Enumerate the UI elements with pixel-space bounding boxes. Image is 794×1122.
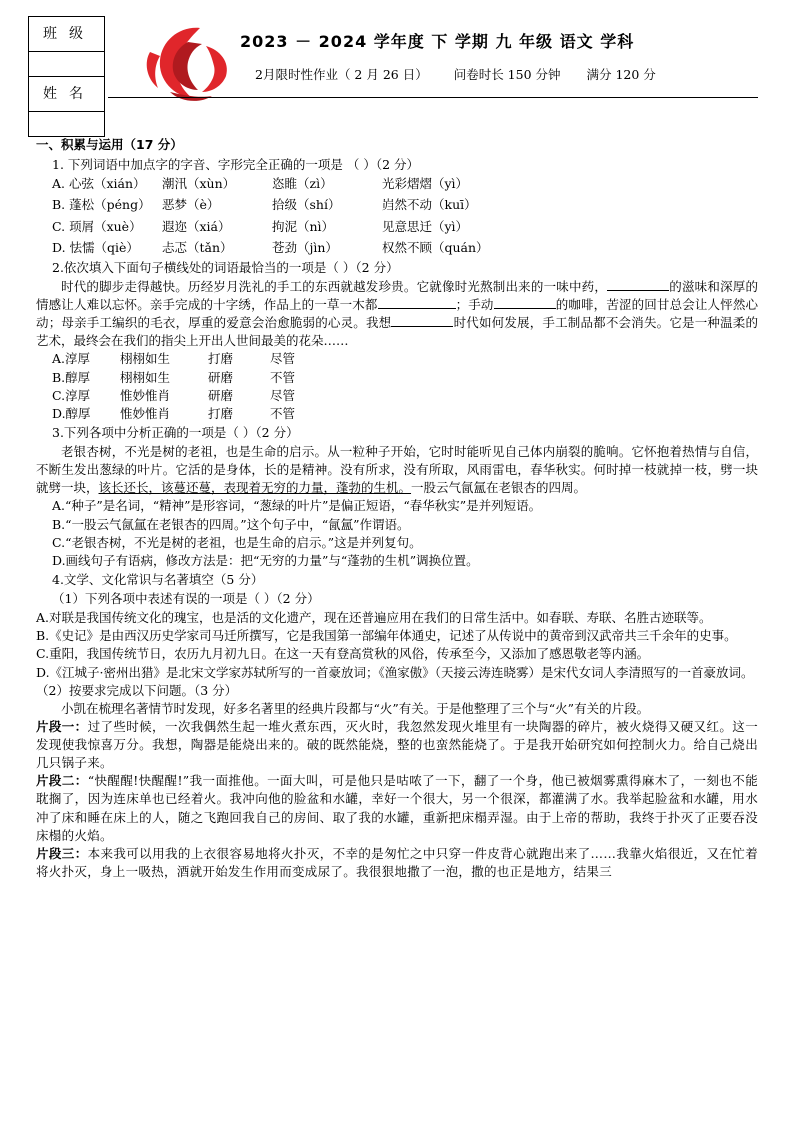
question-4-sub1: （1）下列各项中表述有误的一项是（ ）（2 分） <box>52 591 320 606</box>
question-2-options <box>52 350 758 423</box>
q2-opt: 栩栩如生 <box>120 351 171 367</box>
q2-opt: 惟妙惟肖 <box>120 387 171 403</box>
q2-opt[interactable]: A.淳厚 <box>52 351 91 367</box>
q3-option-d[interactable]: D.画线句子有语病，修改方法是：把“无穷的力量”与“蓬勃的生机”调换位置。 <box>52 552 479 568</box>
q2-opt: 不管 <box>270 369 296 385</box>
exam-title: 2023 － 2024 学年度 下 学期 九 年级 语文 学科 <box>240 32 635 51</box>
q3-option-b[interactable]: B.“一股云气氤氲在老银杏的四周。”这个句子中，“氤氲”作谓语。 <box>52 516 410 532</box>
class-label: 班级 <box>29 17 105 52</box>
q2-opt: 尽管 <box>270 387 296 403</box>
q1-opt: 拾级（shí） <box>272 197 341 213</box>
question-3-passage <box>36 443 758 497</box>
passage-text: 的咖啡，苦涩的回甘总会让人怦然心动；母亲手工编织的毛衣，厚重的爱意会治愈脆弱的心灵。我想 <box>36 297 758 331</box>
question-4-sub2: （2）按要求完成以下问题。（3 分） <box>36 682 238 698</box>
excerpt-text: 过了些时候，一次我偶然生起一堆火煮东西，灭火时，我忽然发现火堆里有一块陶器的碎片，被火烧得又硬又红。这一发现使我惊喜万分。我想，陶器是能烧出来的。破的既然能烧，整的也蛮然能烧了。于是我开始研究如何控制火力。给自己烧出几只锅子来。 <box>36 718 758 771</box>
question-2-passage <box>36 278 758 351</box>
question-2-stem: 2.依次填入下面句子横线处的词语最恰当的一项是（ ）（2 分） <box>52 259 399 275</box>
excerpt-text: “快醒醒!快醒醒!”我一面推他。一面大叫，可是他只是咕哝了一下，翻了一个身，他已被烟雾熏得麻木了，一刻也不能耽搁了，因为连床单也已经着火。我冲向他的脸盆和水罐，幸好一个很大，另一个很深，都灌满了水。我举起脸盆和水罐，用水冲了床和睡在床上的人，随之飞跑回我自己的房间、取了我的水罐，重新把床榻弄湿。由于上帝的帮助，我终于扑灭了正要吞没床榻的火焰。 <box>36 773 758 843</box>
q1-opt[interactable]: C. 顼屑（xuè） <box>52 218 142 234</box>
q4-option-b[interactable]: B.《史记》是由西汉历史学家司马迁所撰写，它是我国第一部编年体通史，记述了从传说中的黄帝到汉武帝共三千余年的史事。 <box>36 628 737 644</box>
excerpt-1 <box>36 718 758 772</box>
q3-option-a[interactable]: A.“种子”是名词，“精神”是形容词，“葱绿的叶片”是偏正短语，“春华秋实”是并列短语。 <box>52 498 542 514</box>
q2-opt: 惟妙惟肖 <box>120 405 171 421</box>
header-divider <box>108 97 758 98</box>
q4-option-c[interactable]: C.重阳，我国传统节日，农历九月初九日。在这一天有登高赏秋的风俗，传承至今，又添加了感恩敬老等内涵。 <box>36 646 650 662</box>
excerpt-label: 片段二： <box>36 773 88 789</box>
passage-text: ；手动 <box>455 297 494 312</box>
q4-option-d[interactable]: D.《江城子·密州出猎》是北宋文学家苏轼所写的一首豪放词；《渔家傲》（天接云涛连晓雾）是宋代女词人李清照写的一首豪放词。 <box>36 664 754 680</box>
section-heading: 一、积累与运用（17 分） <box>36 137 183 152</box>
q2-opt[interactable]: B.醇厚 <box>52 369 91 385</box>
q2-opt: 不管 <box>270 405 296 421</box>
excerpt-2 <box>36 772 758 845</box>
passage-text: 老银杏树，不光是树的老祖，也是生命的启示。从一粒种子开始，它时时能听见自己体内崩裂的脆响。它怀抱着热情与自信，不断生发出葱绿的叶片。它活的是身体，长的是精神。没有所求，没有所取，风雨雷电，春华秋实。何时掉一枝就掉一枝，劈一块就劈一块， <box>36 444 758 496</box>
full-score: 满分 120 分 <box>586 67 656 82</box>
homework-date: 2月限时性作业（ 2 月 26 日） <box>255 67 428 82</box>
passage-text: 的滋味和深厚的情感让人难以忘怀。亲手完成的十字绣，作品上的一草一木都 <box>36 278 758 312</box>
q4-intro: 小凯在梳理名著情节时发现，好多名著里的经典片段都与“火”有关。于是他整理了三个与“火”有关的片段。 <box>61 700 650 716</box>
passage-text: 时代的脚步走得越快。历经岁月洗礼的手工的东西就越发珍贵。它就像时光熬制出来的一味中药， <box>61 278 608 294</box>
exam-content <box>36 136 758 881</box>
duration: 问卷时长 150 分钟 <box>453 67 561 82</box>
question-4-stem: 4.文学、文化常识与名著填空（5 分） <box>52 571 264 587</box>
q2-opt: 打磨 <box>208 405 234 421</box>
school-logo-icon <box>140 22 235 104</box>
blank-3[interactable] <box>494 296 556 309</box>
q1-opt: 见意思迁（yì） <box>382 218 469 234</box>
q2-opt: 打磨 <box>208 351 234 367</box>
q1-opt: 遐迩（xiá） <box>162 218 231 234</box>
excerpt-label: 片段一： <box>36 718 88 734</box>
exam-subtitle <box>255 66 678 84</box>
q1-opt: 权然不顾（quán） <box>382 239 489 255</box>
q1-opt[interactable]: B. 蓬松（péng） <box>52 197 151 213</box>
blank-4[interactable] <box>391 314 453 327</box>
passage-text: 时代如何发展，手工制品都不会消失。它是一种温柔的艺术，最终会在我们的指尖上开出人世间最美的花朵…… <box>36 315 758 349</box>
q1-opt[interactable]: A. 心弦（xián） <box>52 176 146 192</box>
q2-opt: 研磨 <box>208 369 234 385</box>
blank-2[interactable] <box>378 296 456 309</box>
q1-opt: 潮汛（xùn） <box>162 176 236 192</box>
q2-opt[interactable]: C.淳厚 <box>52 387 91 403</box>
q1-opt: 拘泥（nì） <box>272 218 335 234</box>
q1-opt: 忐忑（tǎn） <box>162 239 233 255</box>
q2-opt: 研磨 <box>208 387 234 403</box>
q1-opt: 岿然不动（kuī） <box>382 197 477 213</box>
name-label: 姓名 <box>29 77 105 112</box>
q1-opt: 光彩熠熠（yì） <box>382 176 469 192</box>
class-field[interactable] <box>29 52 105 77</box>
question-1-stem: 1. 下列词语中加点字的字音、字形完全正确的一项是 （ ）（2 分） <box>52 157 420 173</box>
excerpt-label: 片段三： <box>36 845 88 861</box>
q3-option-c[interactable]: C.“老银杏树，不光是树的老祖，也是生命的启示。”这是并列复句。 <box>52 534 422 550</box>
blank-1[interactable] <box>607 278 669 291</box>
excerpt-text: 本来我可以用我的上衣很容易地将火扑灭，不幸的是匆忙之中只穿一件皮背心就跑出来了……我靠火焰很近，又在忙着将火扑灭，身上一吸热，酒就开始发生作用而变成尿了。我很狠地撒了一泡，撒的也正是地方，结果三 <box>36 845 758 879</box>
q1-opt: 苍劲（jìn） <box>272 239 338 255</box>
q2-opt: 尽管 <box>270 351 296 367</box>
q1-opt: 恶梦（è） <box>162 197 220 213</box>
student-info-table <box>28 16 105 137</box>
question-1-options <box>52 175 758 257</box>
underlined-sentence: 该长还长，该蔓还蔓，表现着无穷的力量，蓬勃的生机。 <box>98 480 412 496</box>
name-field[interactable] <box>29 112 105 137</box>
question-3-stem: 3.下列各项中分析正确的一项是（ ）（2 分） <box>52 424 299 440</box>
q2-opt: 栩栩如生 <box>120 369 171 385</box>
passage-text: 一股云气氤氲在老银杏的四周。 <box>411 480 587 496</box>
excerpt-3 <box>36 845 758 881</box>
q4-option-a[interactable]: A.对联是我国传统文化的瑰宝，也是活的文化遗产，现在还普遍应用在我们的日常生活中。如春联、寿联、名胜古迹联等。 <box>36 610 712 626</box>
q1-opt[interactable]: D. 怯懦（qiè） <box>52 239 139 255</box>
q2-opt[interactable]: D.醇厚 <box>52 405 91 421</box>
q1-opt: 恣睢（zì） <box>272 176 333 192</box>
